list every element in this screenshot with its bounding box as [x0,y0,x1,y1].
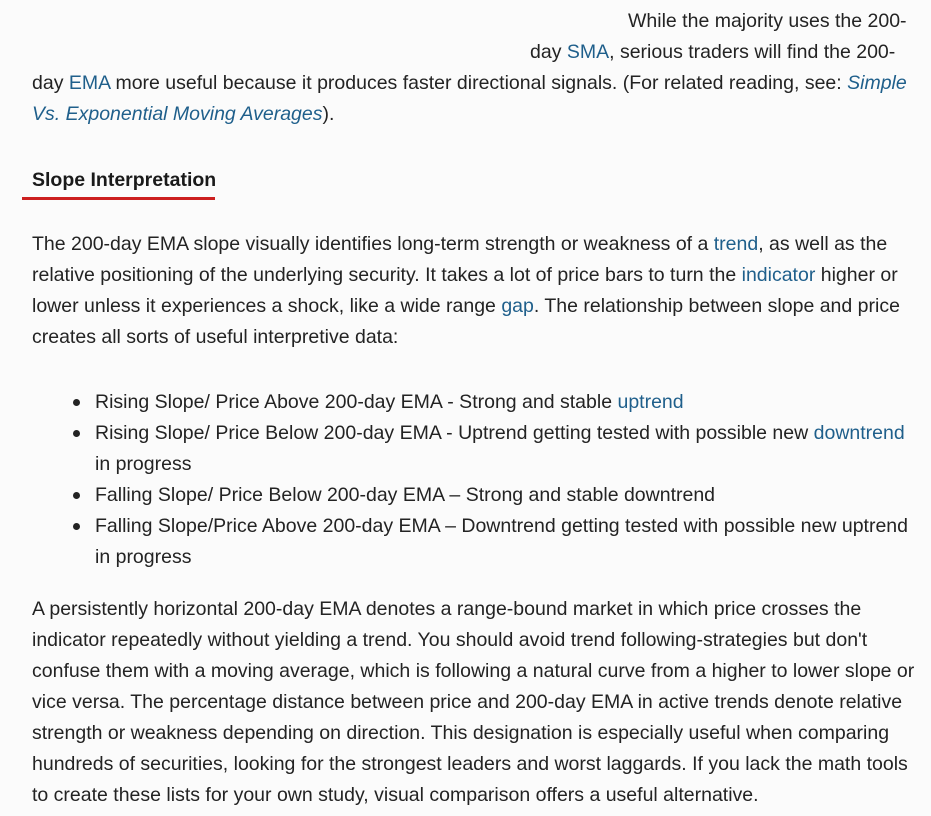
sma-link[interactable]: SMA [566,41,610,63]
trend-link[interactable]: trend [713,233,759,255]
para-text: . The relationship between slope and price creates all sorts of useful interpretive data: [32,295,900,348]
simple-vs-exponential-link[interactable]: Simple [847,72,907,94]
bullet-dot-icon [73,523,80,530]
paragraph-horizontal-ema: A persistently horizontal 200-day EMA denotes a range-bound market in which price crosses the indicator repeatedly without yielding a trend. You should avoid trend following-strategies but don't confuse them with a moving average, which is following a natural curve from a higher to lower slope or vice versa. The percentage distance between price and 200-day EMA in active trends denote relative strength or weakness depending on direction. This designation is especially useful when comparing hundreds of securities, looking for the strongest leaders and worst laggards. If you lack the math tools to create these lists for your own study, visual comparison offers a useful alternative. [32,598,915,806]
bullet-dot-icon [73,430,80,437]
intro-text: more useful because it produces faster directional signals. (For related reading, see: [110,72,848,94]
intro-text: , serious traders will find the 200- [609,41,896,63]
downtrend-link[interactable]: downtrend [813,422,905,444]
intro-text: day [32,72,69,94]
para-text: , as well as the relative positioning of the underlying security. It takes a lot of price bars to turn the [32,233,888,286]
section-heading: Slope Interpretation [32,169,217,191]
indicator-link[interactable]: indicator [741,264,816,286]
list-item [32,480,917,511]
heading-underline [22,197,215,200]
list-item [32,418,917,480]
uptrend-link[interactable]: uptrend [617,391,684,413]
simple-vs-exponential-link-cont[interactable]: Vs. Exponential Moving Averages [32,103,323,125]
list-item-text: Rising Slope/ Price Below 200-day EMA - Uptrend getting tested with possible new [95,422,814,444]
bullet-dot-icon [73,492,80,499]
intro-line-4 [32,99,334,130]
ema-link[interactable]: EMA [68,72,111,94]
list-item [32,511,917,573]
bullet-dot-icon [73,399,80,406]
intro-text: While the majority uses the 200- [628,10,907,32]
intro-line-2 [530,37,895,68]
intro-text: ). [322,103,335,125]
list-item-text: in progress [95,453,192,475]
slope-bullet-list [32,387,917,573]
para-text: The 200-day EMA slope visually identifies long-term strength or weakness of a [32,233,714,255]
list-item [32,387,917,418]
list-item-text: Falling Slope/ Price Below 200-day EMA – Strong and stable downtrend [95,484,716,506]
list-item-text: Rising Slope/ Price Above 200-day EMA - Strong and stable [95,391,618,413]
paragraph-slope [32,229,917,353]
intro-line-1 [628,6,907,37]
intro-line-3 [32,68,907,99]
list-item-text: Falling Slope/Price Above 200-day EMA – Downtrend getting tested with possible new uptrend in progress [95,515,908,568]
gap-link[interactable]: gap [501,295,534,317]
para-text: higher or lower unless it experiences a shock, like a wide range [32,264,898,317]
intro-text: day [530,41,567,63]
